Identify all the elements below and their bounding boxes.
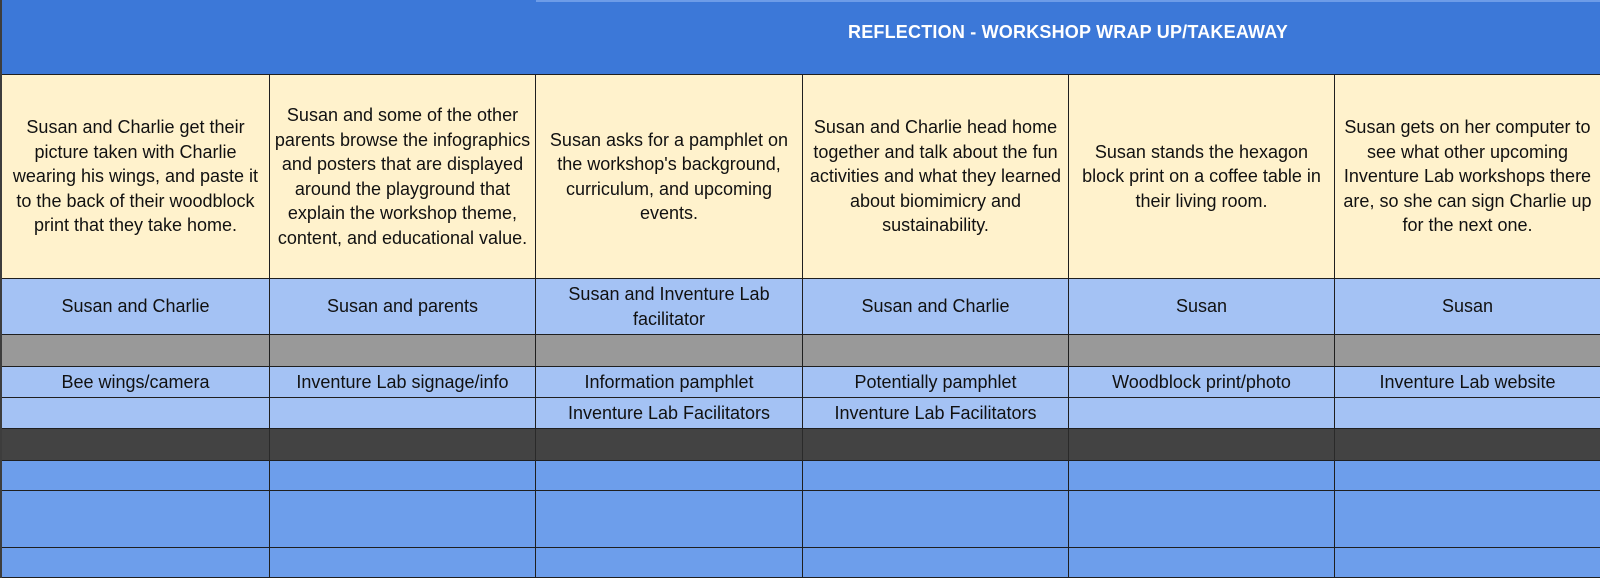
blue-cell[interactable] (1335, 461, 1600, 491)
blue-cell[interactable] (1069, 461, 1335, 491)
dark-cell[interactable] (803, 429, 1069, 461)
grey-cell[interactable] (270, 335, 536, 367)
dark-cell[interactable] (1069, 429, 1335, 461)
dark-cell[interactable] (270, 429, 536, 461)
blue-cell[interactable] (803, 491, 1069, 548)
blue-cell[interactable] (1335, 548, 1600, 578)
description-cell[interactable]: Susan asks for a pamphlet on the workshop's background, curriculum, and upcoming events. (536, 75, 803, 279)
blue-cell[interactable] (270, 491, 536, 548)
blue-cell[interactable] (2, 491, 270, 548)
participants-cell[interactable]: Susan (1069, 279, 1335, 335)
people-cell[interactable] (270, 398, 536, 429)
blue-row (2, 548, 1600, 578)
description-cell[interactable]: Susan and Charlie head home together and talk about the fun activities and what they learned about biomimicry and sustainability. (803, 75, 1069, 279)
blue-cell[interactable] (1069, 548, 1335, 578)
participants-cell[interactable]: Susan and Charlie (2, 279, 270, 335)
dark-separator-row (2, 429, 1600, 461)
description-cell[interactable]: Susan gets on her computer to see what other upcoming Inventure Lab workshops there are, so she can sign Charlie up for the next one. (1335, 75, 1600, 279)
participants-cell[interactable]: Susan (1335, 279, 1600, 335)
stage-title: REFLECTION - WORKSHOP WRAP UP/TAKEAWAY (848, 22, 1288, 42)
description-cell[interactable]: Susan stands the hexagon block print on a coffee table in their living room. (1069, 75, 1335, 279)
touchpoint-cell[interactable]: Information pamphlet (536, 367, 803, 398)
participants-cell[interactable]: Susan and Inventure Lab facilitator (536, 279, 803, 335)
grey-separator-row (2, 335, 1600, 367)
touchpoint-cell[interactable]: Inventure Lab website (1335, 367, 1600, 398)
description-cell[interactable]: Susan and Charlie get their picture taken with Charlie wearing his wings, and paste it to the back of their woodblock print that they take home. (2, 75, 270, 279)
blue-cell[interactable] (2, 548, 270, 578)
participants-row (2, 279, 1600, 335)
grey-cell[interactable] (2, 335, 270, 367)
blue-cell[interactable] (270, 461, 536, 491)
blue-cell[interactable] (270, 548, 536, 578)
header-highlight (536, 0, 1600, 2)
blue-cell[interactable] (1335, 491, 1600, 548)
touchpoint-cell[interactable]: Inventure Lab signage/info (270, 367, 536, 398)
blue-cell[interactable] (803, 461, 1069, 491)
blue-row (2, 461, 1600, 491)
blue-cell[interactable] (1069, 491, 1335, 548)
description-cell[interactable]: Susan and some of the other parents browse the infographics and posters that are displayed around the playground that explain the workshop theme, content, and educational value. (270, 75, 536, 279)
blue-row (2, 491, 1600, 548)
blue-cell[interactable] (536, 491, 803, 548)
grey-cell[interactable] (803, 335, 1069, 367)
touchpoint-cell[interactable]: Bee wings/camera (2, 367, 270, 398)
dark-cell[interactable] (1335, 429, 1600, 461)
description-row (2, 75, 1600, 279)
people-cell[interactable] (2, 398, 270, 429)
blue-cell[interactable] (536, 548, 803, 578)
grey-cell[interactable] (1335, 335, 1600, 367)
dark-cell[interactable] (2, 429, 270, 461)
people-cell[interactable]: Inventure Lab Facilitators (536, 398, 803, 429)
grey-cell[interactable] (536, 335, 803, 367)
people-cell[interactable] (1335, 398, 1600, 429)
blue-cell[interactable] (803, 548, 1069, 578)
people-cell[interactable]: Inventure Lab Facilitators (803, 398, 1069, 429)
participants-cell[interactable]: Susan and parents (270, 279, 536, 335)
grey-cell[interactable] (1069, 335, 1335, 367)
people-cell[interactable] (1069, 398, 1335, 429)
participants-cell[interactable]: Susan and Charlie (803, 279, 1069, 335)
blue-cell[interactable] (536, 461, 803, 491)
dark-cell[interactable] (536, 429, 803, 461)
people-row (2, 398, 1600, 429)
touchpoints-row (2, 367, 1600, 398)
touchpoint-cell[interactable]: Potentially pamphlet (803, 367, 1069, 398)
blue-cell[interactable] (2, 461, 270, 491)
touchpoint-cell[interactable]: Woodblock print/photo (1069, 367, 1335, 398)
